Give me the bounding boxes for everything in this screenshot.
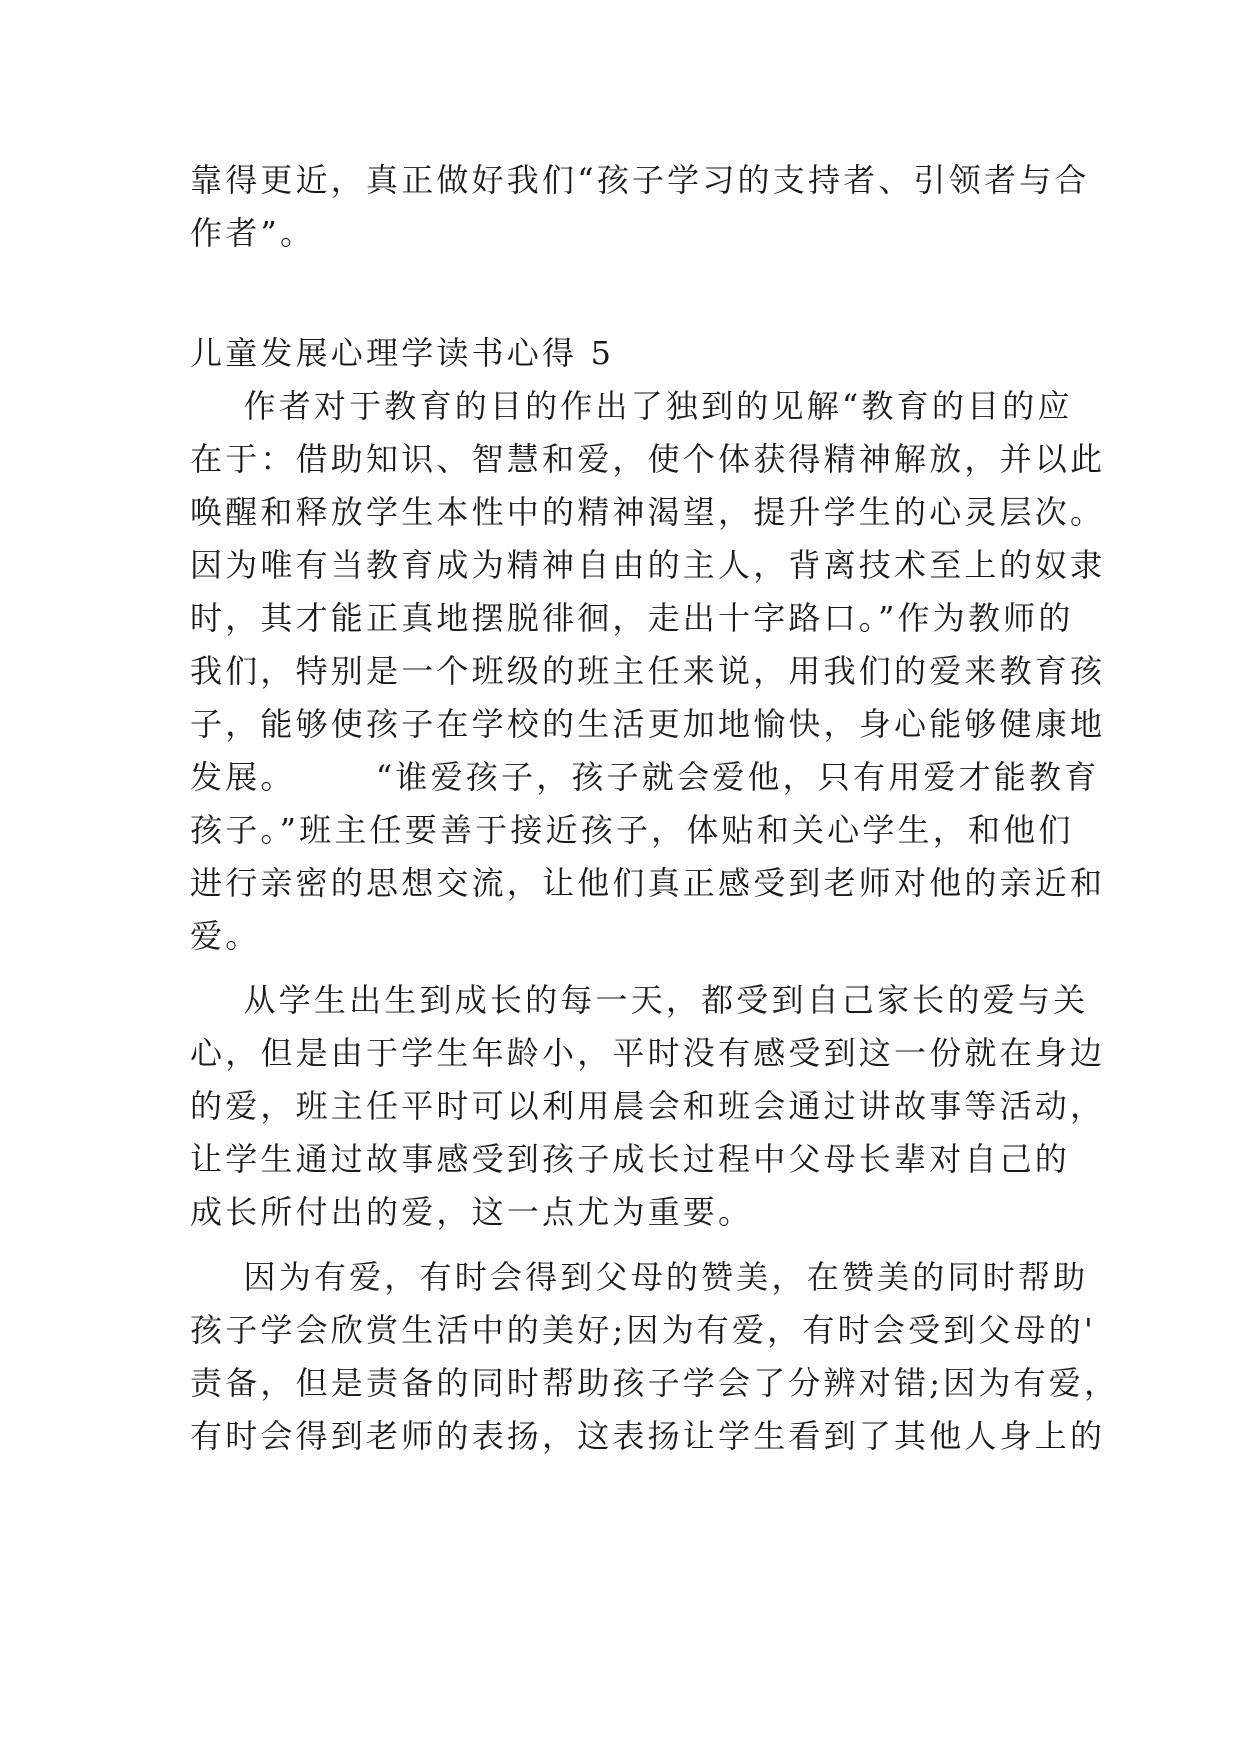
text-line: 靠得更近，真正做好我们“孩子学习的支持者、引领者与合: [190, 161, 1090, 199]
text-line: 作者对于教育的目的作出了独到的见解“教育的目的应: [190, 387, 1073, 425]
text-line: 心，但是由于学生年龄小，平时没有感受到这一份就在身边: [190, 1034, 1106, 1072]
text-line: 的爱，班主任平时可以利用晨会和班会通过讲故事等活动，: [190, 1087, 1106, 1125]
text-line: 时，其才能正真地摆脱徘徊，走出十字路口。”作为教师的: [190, 599, 1074, 637]
text-line: 爱。: [190, 917, 261, 955]
text-line: 进行亲密的思想交流，让他们真正感受到老师对他的亲近和: [190, 864, 1106, 902]
text-line: 我们，特别是一个班级的班主任来说，用我们的爱来教育孩: [190, 652, 1106, 690]
text-line: 成长所付出的爱，这一点尤为重要。: [190, 1193, 754, 1231]
text-line: 子，能够使孩子在学校的生活更加地愉快，身心能够健康地: [190, 705, 1106, 743]
text-line: 孩子。”班主任要善于接近孩子，体贴和关心学生，和他们: [190, 811, 1074, 849]
text-line: 让学生通过故事感受到孩子成长过程中父母长辈对自己的: [190, 1140, 1071, 1178]
text-line: 责备，但是责备的同时帮助孩子学会了分辨对错;因为有爱，: [190, 1364, 1120, 1402]
section-heading: 儿童发展心理学读书心得 5: [190, 334, 615, 372]
text-line: 因为唯有当教育成为精神自由的主人，背离技术至上的奴隶: [190, 546, 1106, 584]
text-line: 孩子学会欣赏生活中的美好;因为有爱，有时会受到父母的': [190, 1311, 1096, 1349]
text-line: 因为有爱，有时会得到父母的赞美，在赞美的同时帮助: [190, 1258, 1089, 1296]
text-line: 在于：借助知识、智慧和爱，使个体获得精神解放，并以此: [190, 440, 1106, 478]
text-line: 发展。 “谁爱孩子，孩子就会爱他，只有用爱才能教育: [190, 758, 1100, 796]
text-line: 有时会得到老师的表扬，这表扬让学生看到了其他人身上的: [190, 1417, 1106, 1455]
text-line: 唤醒和释放学生本性中的精神渴望，提升学生的心灵层次。: [190, 493, 1106, 531]
text-line: 作者”。: [190, 214, 316, 252]
text-line: 从学生出生到成长的每一天，都受到自己家长的爱与关: [190, 981, 1089, 1019]
